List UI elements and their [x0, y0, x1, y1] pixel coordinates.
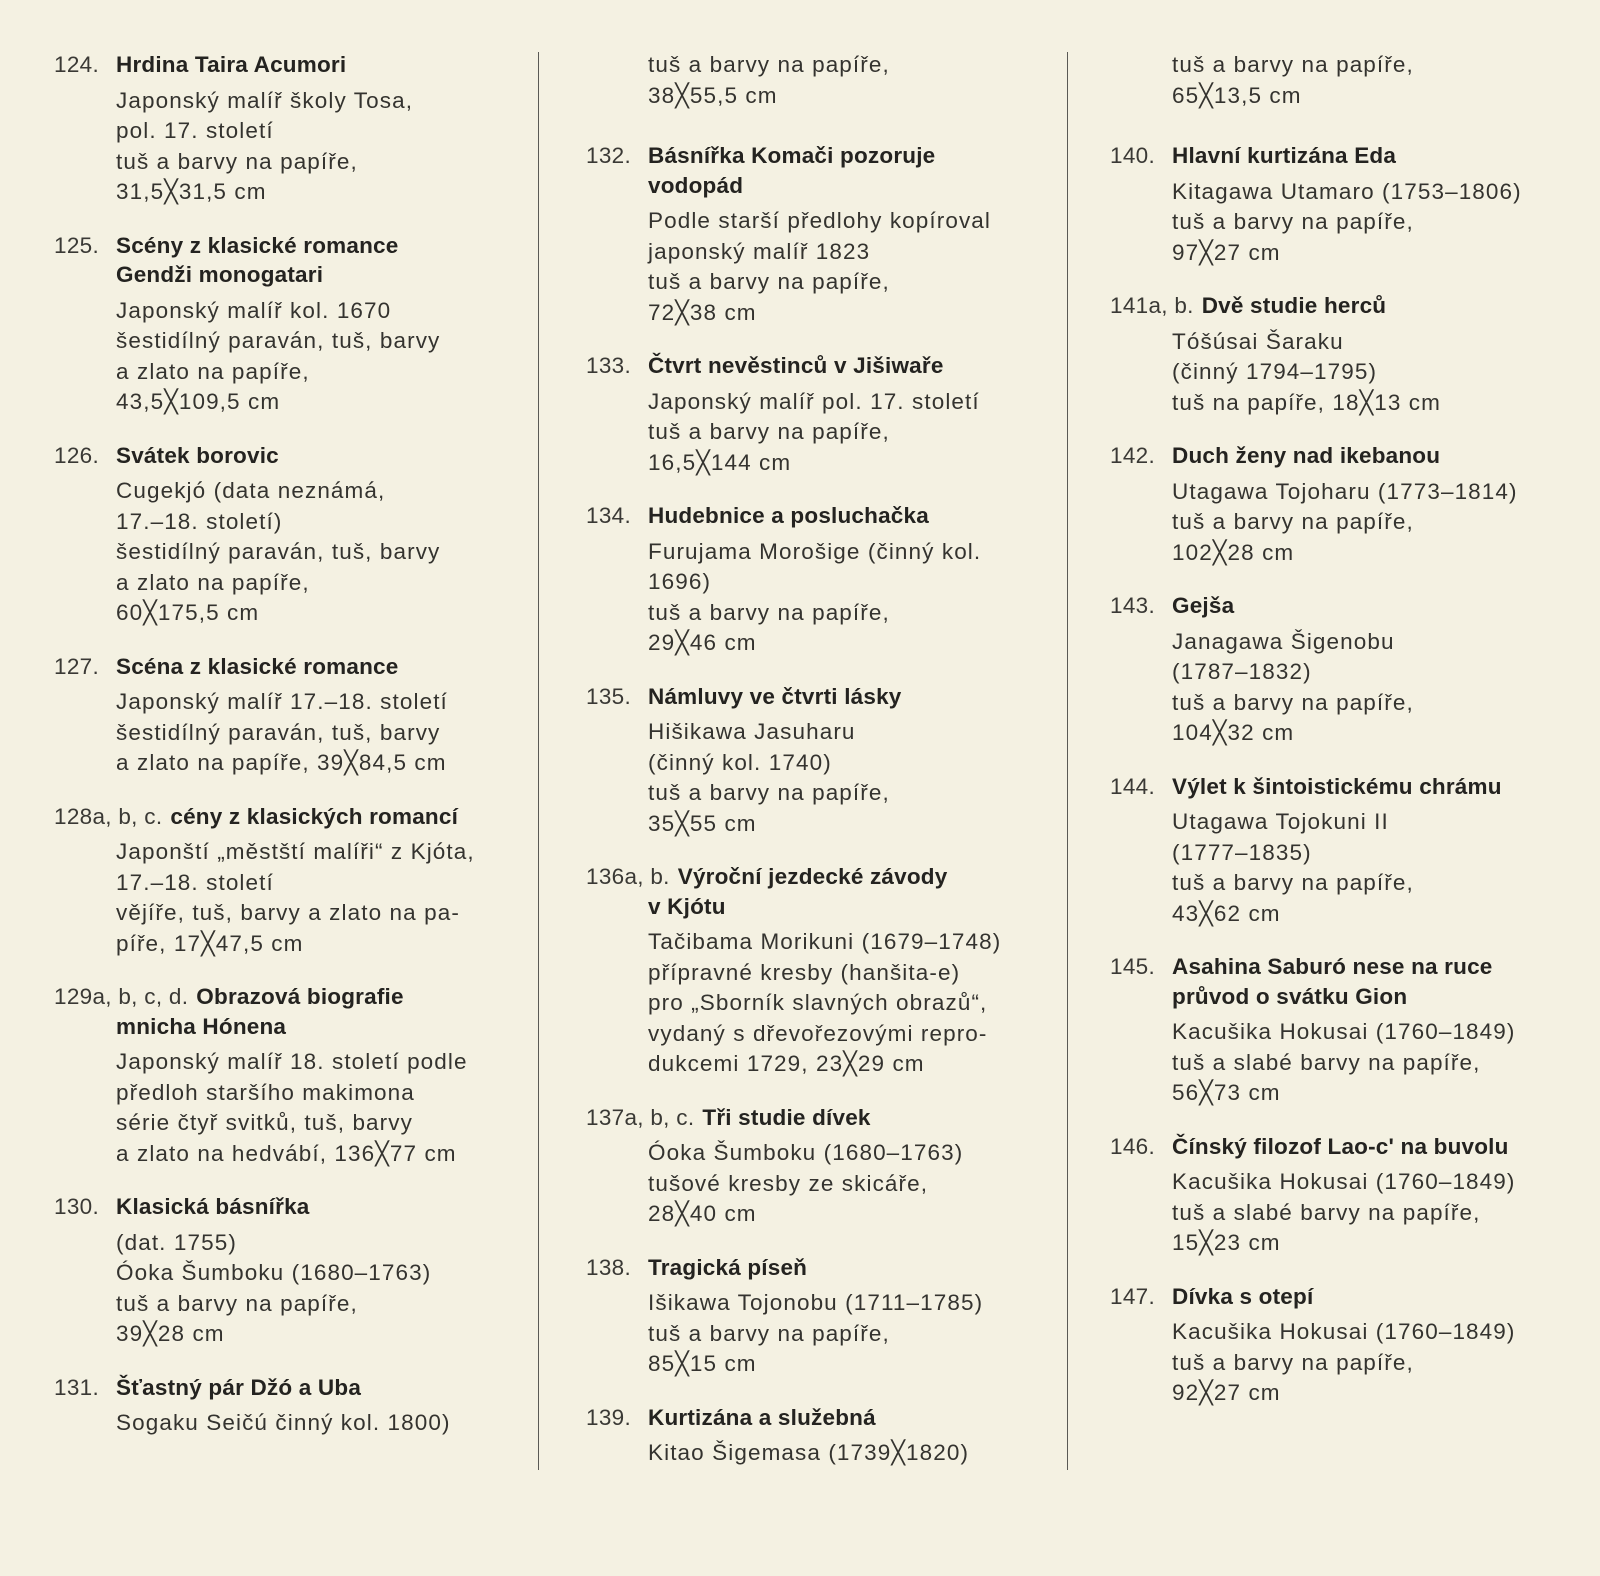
entry-heading	[54, 1373, 524, 1403]
entry-line: Cugekjó (data neznámá,	[116, 478, 386, 503]
entry-number: 146.	[1110, 1133, 1155, 1159]
entry-heading	[1110, 441, 1580, 471]
catalog-entry	[586, 682, 1056, 840]
entry-title: Scény z klasické romance	[116, 232, 399, 258]
entry-line: Furujama Morošige (činný kol.	[648, 538, 982, 564]
entry-description	[54, 1047, 524, 1169]
entry-description	[54, 86, 524, 208]
entry-line: tuš a barvy na papíře,	[1172, 509, 1414, 534]
entry-line: dukcemi 1729, 23╳29 cm	[648, 1051, 925, 1076]
entry-heading	[1110, 141, 1580, 171]
entry-heading	[1110, 772, 1580, 802]
entry-description	[1110, 1167, 1580, 1259]
column-middle	[586, 50, 1056, 1492]
entry-number: 131.	[54, 1374, 99, 1400]
column-left	[54, 50, 524, 1462]
entry-line: 39╳28 cm	[116, 1321, 225, 1346]
entry-title: Hudebnice a posluchačka	[648, 503, 929, 528]
entry-number: 141a, b.	[1110, 293, 1194, 318]
catalog-entry	[54, 231, 524, 418]
catalog-entry	[586, 351, 1056, 478]
entry-line: (činný kol. 1740)	[648, 749, 832, 775]
entry-line: a zlato na hedvábí, 136╳77 cm	[116, 1140, 457, 1166]
entry-title: Duch ženy nad ikebanou	[1172, 443, 1441, 468]
entry-number: 142.	[1110, 443, 1155, 468]
entry-heading	[54, 1192, 524, 1222]
entry-line: 16,5╳144 cm	[648, 449, 792, 475]
entry-line: 1696)	[648, 569, 712, 594]
entry-heading	[586, 1403, 1056, 1433]
entry-line: Kitagawa Utamaro (1753–1806)	[1172, 178, 1522, 204]
entry-line: 17.–18. století)	[116, 508, 283, 534]
entry-title: průvod o svátku Gion	[1172, 983, 1408, 1009]
entry-line: Japonský malíř 17.–18. století	[116, 689, 448, 714]
entry-line: (1777–1835)	[1172, 839, 1312, 865]
entry-description	[586, 927, 1056, 1080]
entry-line: tuš a barvy na papíře,	[1172, 1349, 1414, 1375]
entry-line: 85╳15 cm	[648, 1351, 757, 1376]
entry-line: 72╳38 cm	[648, 299, 757, 325]
entry-title: Asahina Saburó nese na ruce	[1172, 954, 1493, 979]
entry-heading	[1110, 952, 1580, 1011]
entry-line: tuš a barvy na papíře,	[116, 148, 358, 174]
entry-description	[54, 837, 524, 959]
entry-heading	[586, 141, 1056, 200]
entry-title: vodopád	[648, 172, 744, 198]
entry-line: 60╳175,5 cm	[116, 600, 260, 625]
entry-line: Kacušika Hokusai (1760–1849)	[1172, 1169, 1516, 1194]
catalog-entry	[54, 802, 524, 960]
entry-number: 135.	[586, 683, 631, 709]
entry-line: Japonský malíř pol. 17. století	[648, 388, 980, 414]
entry-line: 29╳46 cm	[648, 630, 757, 655]
entry-line: Sogaku Seičú činný kol. 1800)	[116, 1410, 451, 1435]
entry-description	[586, 1138, 1056, 1230]
entry-heading	[1110, 291, 1580, 321]
entry-line: tuš a barvy na papíře,	[1172, 52, 1414, 77]
entry-line: a zlato na papíře,	[116, 569, 310, 595]
entry-line: 43,5╳109,5 cm	[116, 389, 281, 414]
entry-line: tuš a barvy na papíře,	[1172, 209, 1414, 234]
entry-title: Námluvy ve čtvrti lásky	[648, 683, 902, 709]
entry-number: 138.	[586, 1254, 631, 1280]
entry-line: 35╳55 cm	[648, 810, 757, 836]
entry-heading	[586, 501, 1056, 531]
catalog-entry	[1110, 1282, 1580, 1409]
entry-line: Utagawa Tojoharu (1773–1814)	[1172, 478, 1518, 504]
entry-line: 104╳32 cm	[1172, 720, 1295, 745]
entry-line: 17.–18. století	[116, 869, 274, 895]
entry-line: šestidílný paraván, tuš, barvy	[116, 328, 441, 353]
entry-title: Výlet k šintoistickému chrámu	[1172, 773, 1502, 799]
entry-description	[1110, 807, 1580, 929]
entry-description	[586, 387, 1056, 479]
entry-title: Šťastný pár Džó a Uba	[116, 1374, 362, 1400]
entry-description	[586, 206, 1056, 328]
entry-number: 134.	[586, 503, 631, 528]
entry-description	[1110, 627, 1580, 749]
entry-heading	[54, 231, 524, 290]
entry-title: Klasická básnířka	[116, 1194, 310, 1219]
catalog-entry	[54, 1192, 524, 1350]
entry-line: a zlato na papíře,	[116, 358, 310, 384]
entry-line: pol. 17. století	[116, 118, 274, 143]
catalog-entry	[586, 862, 1056, 1080]
catalog-entry	[54, 1373, 524, 1439]
entry-number: 143.	[1110, 593, 1155, 618]
entry-line: píře, 17╳47,5 cm	[116, 930, 304, 956]
entry-line: Japonští „městští malíři“ z Kjóta,	[116, 839, 475, 864]
catalog-entry	[1110, 1132, 1580, 1259]
entry-heading	[586, 862, 1056, 921]
entry-line: Išikawa Tojonobu (1711–1785)	[648, 1290, 984, 1315]
entry-number: 129a, b, c, d.	[54, 984, 189, 1009]
column-divider	[1067, 52, 1068, 1470]
catalog-entry	[1110, 291, 1580, 418]
entry-number: 147.	[1110, 1283, 1155, 1309]
entry-title: Čtvrt nevěstinců v Jišiwaře	[648, 353, 944, 378]
entry-line: tuš a barvy na papíře,	[116, 1290, 358, 1316]
catalog-entry	[54, 982, 524, 1169]
entry-heading	[54, 802, 524, 832]
entry-line: 31,5╳31,5 cm	[116, 179, 267, 204]
entry-description	[54, 1228, 524, 1350]
entry-description	[1110, 1017, 1580, 1109]
entry-line: tušové kresby ze skicáře,	[648, 1170, 929, 1196]
entry-description	[1110, 1317, 1580, 1409]
entry-line: 97╳27 cm	[1172, 239, 1281, 265]
entry-number: 137a, b, c.	[586, 1104, 695, 1130]
entry-line: tuš na papíře, 18╳13 cm	[1172, 389, 1441, 415]
entry-number: 128a, b, c.	[54, 803, 163, 829]
catalog-entry	[586, 1403, 1056, 1469]
entry-line: šestidílný paraván, tuš, barvy	[116, 539, 441, 564]
entry-title: v Kjótu	[648, 893, 726, 919]
entry-line: 102╳28 cm	[1172, 539, 1295, 565]
entry-line: vydaný s dřevořezovými repro-	[648, 1020, 988, 1046]
catalog-entry	[54, 50, 524, 208]
entry-line: Kacušika Hokusai (1760–1849)	[1172, 1019, 1516, 1044]
entry-line: Podle starší předlohy kopíroval	[648, 208, 992, 233]
catalog-entry	[54, 652, 524, 779]
entry-line: Kitao Šigemasa (1739╳1820)	[648, 1440, 970, 1465]
entry-description	[586, 537, 1056, 659]
entry-number: 144.	[1110, 773, 1155, 799]
entry-description	[1110, 477, 1580, 569]
continued-entry-text	[586, 50, 1056, 111]
entry-number: 124.	[54, 52, 99, 77]
entry-line: pro „Sborník slavných obrazů“,	[648, 990, 988, 1015]
entry-number: 139.	[586, 1404, 631, 1430]
entry-number: 125.	[54, 232, 99, 258]
entry-number: 136a, b.	[586, 864, 670, 889]
entry-line: tuš a barvy na papíře,	[648, 1320, 890, 1346]
entry-title: Dívka s otepí	[1172, 1283, 1314, 1309]
entry-line: (1787–1832)	[1172, 659, 1312, 684]
entry-line: Óoka Šumboku (1680–1763)	[116, 1260, 432, 1285]
entry-line: 65╳13,5 cm	[1172, 82, 1302, 108]
entry-line: 92╳27 cm	[1172, 1380, 1281, 1405]
entry-heading	[586, 1253, 1056, 1283]
entry-title: Výroční jezdecké závody	[677, 864, 948, 889]
entry-line: 38╳55,5 cm	[648, 82, 778, 108]
entry-line: Japonský malíř školy Tosa,	[116, 87, 414, 113]
entry-line: tuš a barvy na papíře,	[648, 269, 890, 294]
entry-title: Obrazová biografie	[196, 984, 404, 1009]
entry-title: Svátek borovic	[116, 442, 279, 468]
entry-heading	[586, 682, 1056, 712]
entry-title: cény z klasických romancí	[170, 803, 459, 829]
entry-title: Tragická píseň	[648, 1254, 808, 1280]
entry-number: 140.	[1110, 143, 1155, 168]
entry-line: Hišikawa Jasuharu	[648, 719, 856, 744]
entry-heading	[54, 982, 524, 1041]
entry-title: Tři studie dívek	[702, 1104, 871, 1130]
entry-line: Janagawa Šigenobu	[1172, 628, 1395, 654]
entry-line: tuš a slabé barvy na papíře,	[1172, 1199, 1481, 1225]
entry-line: 15╳23 cm	[1172, 1230, 1281, 1255]
entry-title: mnicha Hónena	[116, 1013, 287, 1039]
entry-line: Japonský malíř kol. 1670	[116, 297, 392, 323]
entry-heading	[1110, 1282, 1580, 1312]
entry-title: Gendži monogatari	[116, 262, 324, 287]
entry-line: tuš a barvy na papíře,	[1172, 870, 1414, 895]
entry-title: Hrdina Taira Acumori	[116, 52, 347, 77]
catalog-entry	[586, 501, 1056, 659]
catalog-entry	[586, 141, 1056, 328]
entry-line: Tačibama Morikuni (1679–1748)	[648, 929, 1002, 954]
entry-description	[586, 1438, 1056, 1469]
entry-number: 126.	[54, 442, 99, 468]
entry-heading	[1110, 1132, 1580, 1162]
entry-line: japonský malíř 1823	[648, 238, 871, 264]
catalog-entry	[1110, 141, 1580, 268]
catalog-entry	[1110, 952, 1580, 1109]
entry-heading	[586, 1103, 1056, 1133]
catalog-entry	[1110, 591, 1580, 749]
entry-number: 145.	[1110, 954, 1155, 979]
column-divider	[538, 52, 539, 1470]
column-right	[1110, 50, 1580, 1432]
entry-line: Tóšúsai Šaraku	[1172, 328, 1344, 354]
entry-heading	[586, 351, 1056, 381]
entry-number: 127.	[54, 653, 99, 679]
entry-line: Kacušika Hokusai (1760–1849)	[1172, 1319, 1516, 1344]
entry-line: šestidílný paraván, tuš, barvy	[116, 719, 441, 745]
catalog-entry	[1110, 441, 1580, 568]
entry-number: 133.	[586, 353, 631, 378]
entry-line: tuš a barvy na papíře,	[648, 599, 890, 625]
entry-line: Utagawa Tojokuni II	[1172, 809, 1389, 834]
catalog-entry	[586, 1253, 1056, 1380]
catalog-entry	[1110, 772, 1580, 930]
entry-line: tuš a barvy na papíře,	[648, 52, 890, 77]
entry-title: Hlavní kurtizána Eda	[1172, 143, 1397, 168]
entry-line: 56╳73 cm	[1172, 1080, 1281, 1105]
entry-number: 130.	[54, 1194, 99, 1219]
entry-line: tuš a barvy na papíře,	[648, 419, 890, 444]
entry-description	[54, 296, 524, 418]
entry-number: 132.	[586, 143, 631, 168]
entry-line: a zlato na papíře, 39╳84,5 cm	[116, 750, 447, 775]
entry-description	[586, 1288, 1056, 1380]
entry-description	[54, 1408, 524, 1439]
entry-line: (činný 1794–1795)	[1172, 359, 1378, 384]
entry-title: Čínský filozof Lao-c' na buvolu	[1172, 1133, 1509, 1159]
catalog-entry	[54, 441, 524, 629]
entry-heading	[54, 441, 524, 471]
entry-line: 28╳40 cm	[648, 1201, 757, 1226]
entry-line: Japonský malíř 18. století podle	[116, 1049, 468, 1074]
entry-heading	[54, 652, 524, 682]
entry-line: tuš a slabé barvy na papíře,	[1172, 1049, 1481, 1075]
entry-title: Dvě studie herců	[1201, 293, 1387, 318]
entry-line: přípravné kresby (hanšita-e)	[648, 959, 961, 985]
entry-line: 43╳62 cm	[1172, 900, 1281, 926]
entry-title: Scéna z klasické romance	[116, 653, 399, 679]
entry-line: tuš a barvy na papíře,	[1172, 689, 1414, 715]
entry-description	[1110, 327, 1580, 419]
entry-heading	[1110, 591, 1580, 621]
entry-title: Kurtizána a služebná	[648, 1404, 876, 1430]
entry-heading	[54, 50, 524, 80]
continued-entry-text	[1110, 50, 1580, 111]
entry-line: tuš a barvy na papíře,	[648, 780, 890, 805]
catalog-entry	[586, 1103, 1056, 1230]
entry-description	[54, 687, 524, 779]
entry-line: předloh staršího makimona	[116, 1079, 415, 1105]
entry-description	[586, 717, 1056, 839]
entry-line: Óoka Šumboku (1680–1763)	[648, 1140, 964, 1165]
entry-description	[54, 476, 524, 629]
entry-title: Básnířka Komači pozoruje	[648, 143, 936, 168]
entry-title: Gejša	[1172, 593, 1235, 618]
entry-line: (dat. 1755)	[116, 1229, 237, 1255]
entry-description	[1110, 177, 1580, 269]
entry-line: vějíře, tuš, barvy a zlato na pa-	[116, 900, 460, 925]
entry-line: série čtyř svitků, tuš, barvy	[116, 1110, 413, 1135]
